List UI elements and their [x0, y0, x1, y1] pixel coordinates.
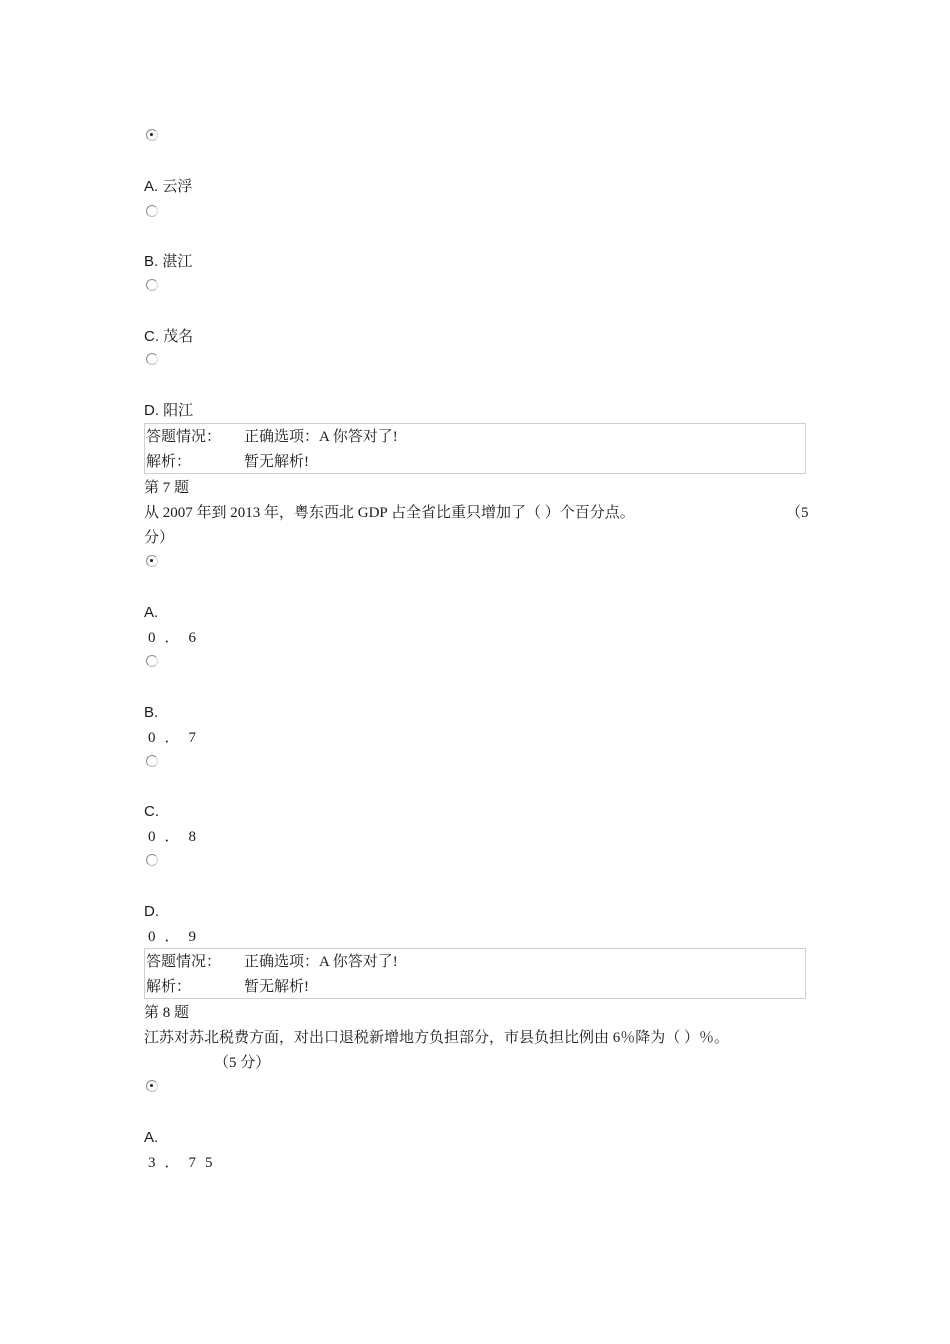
q7-option-a-letter: A.	[144, 604, 159, 621]
answer-status-key: 答题情况：	[146, 429, 222, 445]
q8-score: （5 分）	[214, 1055, 271, 1071]
q6-option-b-radio[interactable]	[146, 205, 158, 217]
q7-score-close: 分）	[144, 530, 175, 546]
analysis-value: 暂无解析!	[244, 454, 309, 470]
answer-status-value: 正确选项：A 你答对了!	[244, 954, 398, 970]
q7-option-a-radio[interactable]	[146, 555, 158, 567]
q8-option-a-value: 3．75	[148, 1155, 222, 1171]
q6-result-box	[144, 423, 806, 474]
q7-score-open: （5	[786, 505, 809, 521]
q6-option-a-label: A. 云浮	[144, 178, 193, 195]
q6-option-d-radio[interactable]	[146, 353, 158, 365]
q7-result-box	[144, 948, 806, 999]
answer-status-value: 正确选项：A 你答对了!	[244, 429, 398, 445]
q7-option-c-letter: C.	[144, 803, 159, 820]
q7-option-d-value: 0．9	[148, 929, 206, 945]
q7-option-d-radio[interactable]	[146, 854, 158, 866]
analysis-value: 暂无解析!	[244, 979, 309, 995]
q8-option-a-radio[interactable]	[146, 1080, 158, 1092]
q7-option-c-radio[interactable]	[146, 755, 158, 767]
q7-header: 第 7 题	[144, 480, 190, 496]
q7-option-c-value: 0．8	[148, 829, 206, 845]
q7-option-b-letter: B.	[144, 704, 159, 721]
q7-option-a-value: 0．6	[148, 630, 206, 646]
q6-option-d-label: D. 阳江	[144, 402, 194, 419]
q7-option-b-radio[interactable]	[146, 655, 158, 667]
q6-option-a-radio[interactable]	[146, 129, 158, 141]
q7-option-d-letter: D.	[144, 903, 159, 920]
q6-option-c-label: C. 茂名	[144, 328, 194, 345]
q6-option-c-radio[interactable]	[146, 279, 158, 291]
q6-option-b-label: B. 湛江	[144, 253, 193, 270]
answer-status-key: 答题情况：	[146, 954, 222, 970]
analysis-key: 解析：	[146, 979, 192, 995]
q8-header: 第 8 题	[144, 1005, 190, 1021]
q7-question-text: 从 2007 年到 2013 年，粤东西北 GDP 占全省比重只增加了（ ）个百分点。	[144, 505, 635, 521]
analysis-key: 解析：	[146, 454, 192, 470]
q8-question-text: 江苏对苏北税费方面，对出口退税新增地方负担部分，市县负担比例由 6％降为（ ）％。	[144, 1030, 730, 1046]
q8-option-a-letter: A.	[144, 1129, 159, 1146]
q7-option-b-value: 0．7	[148, 730, 206, 746]
